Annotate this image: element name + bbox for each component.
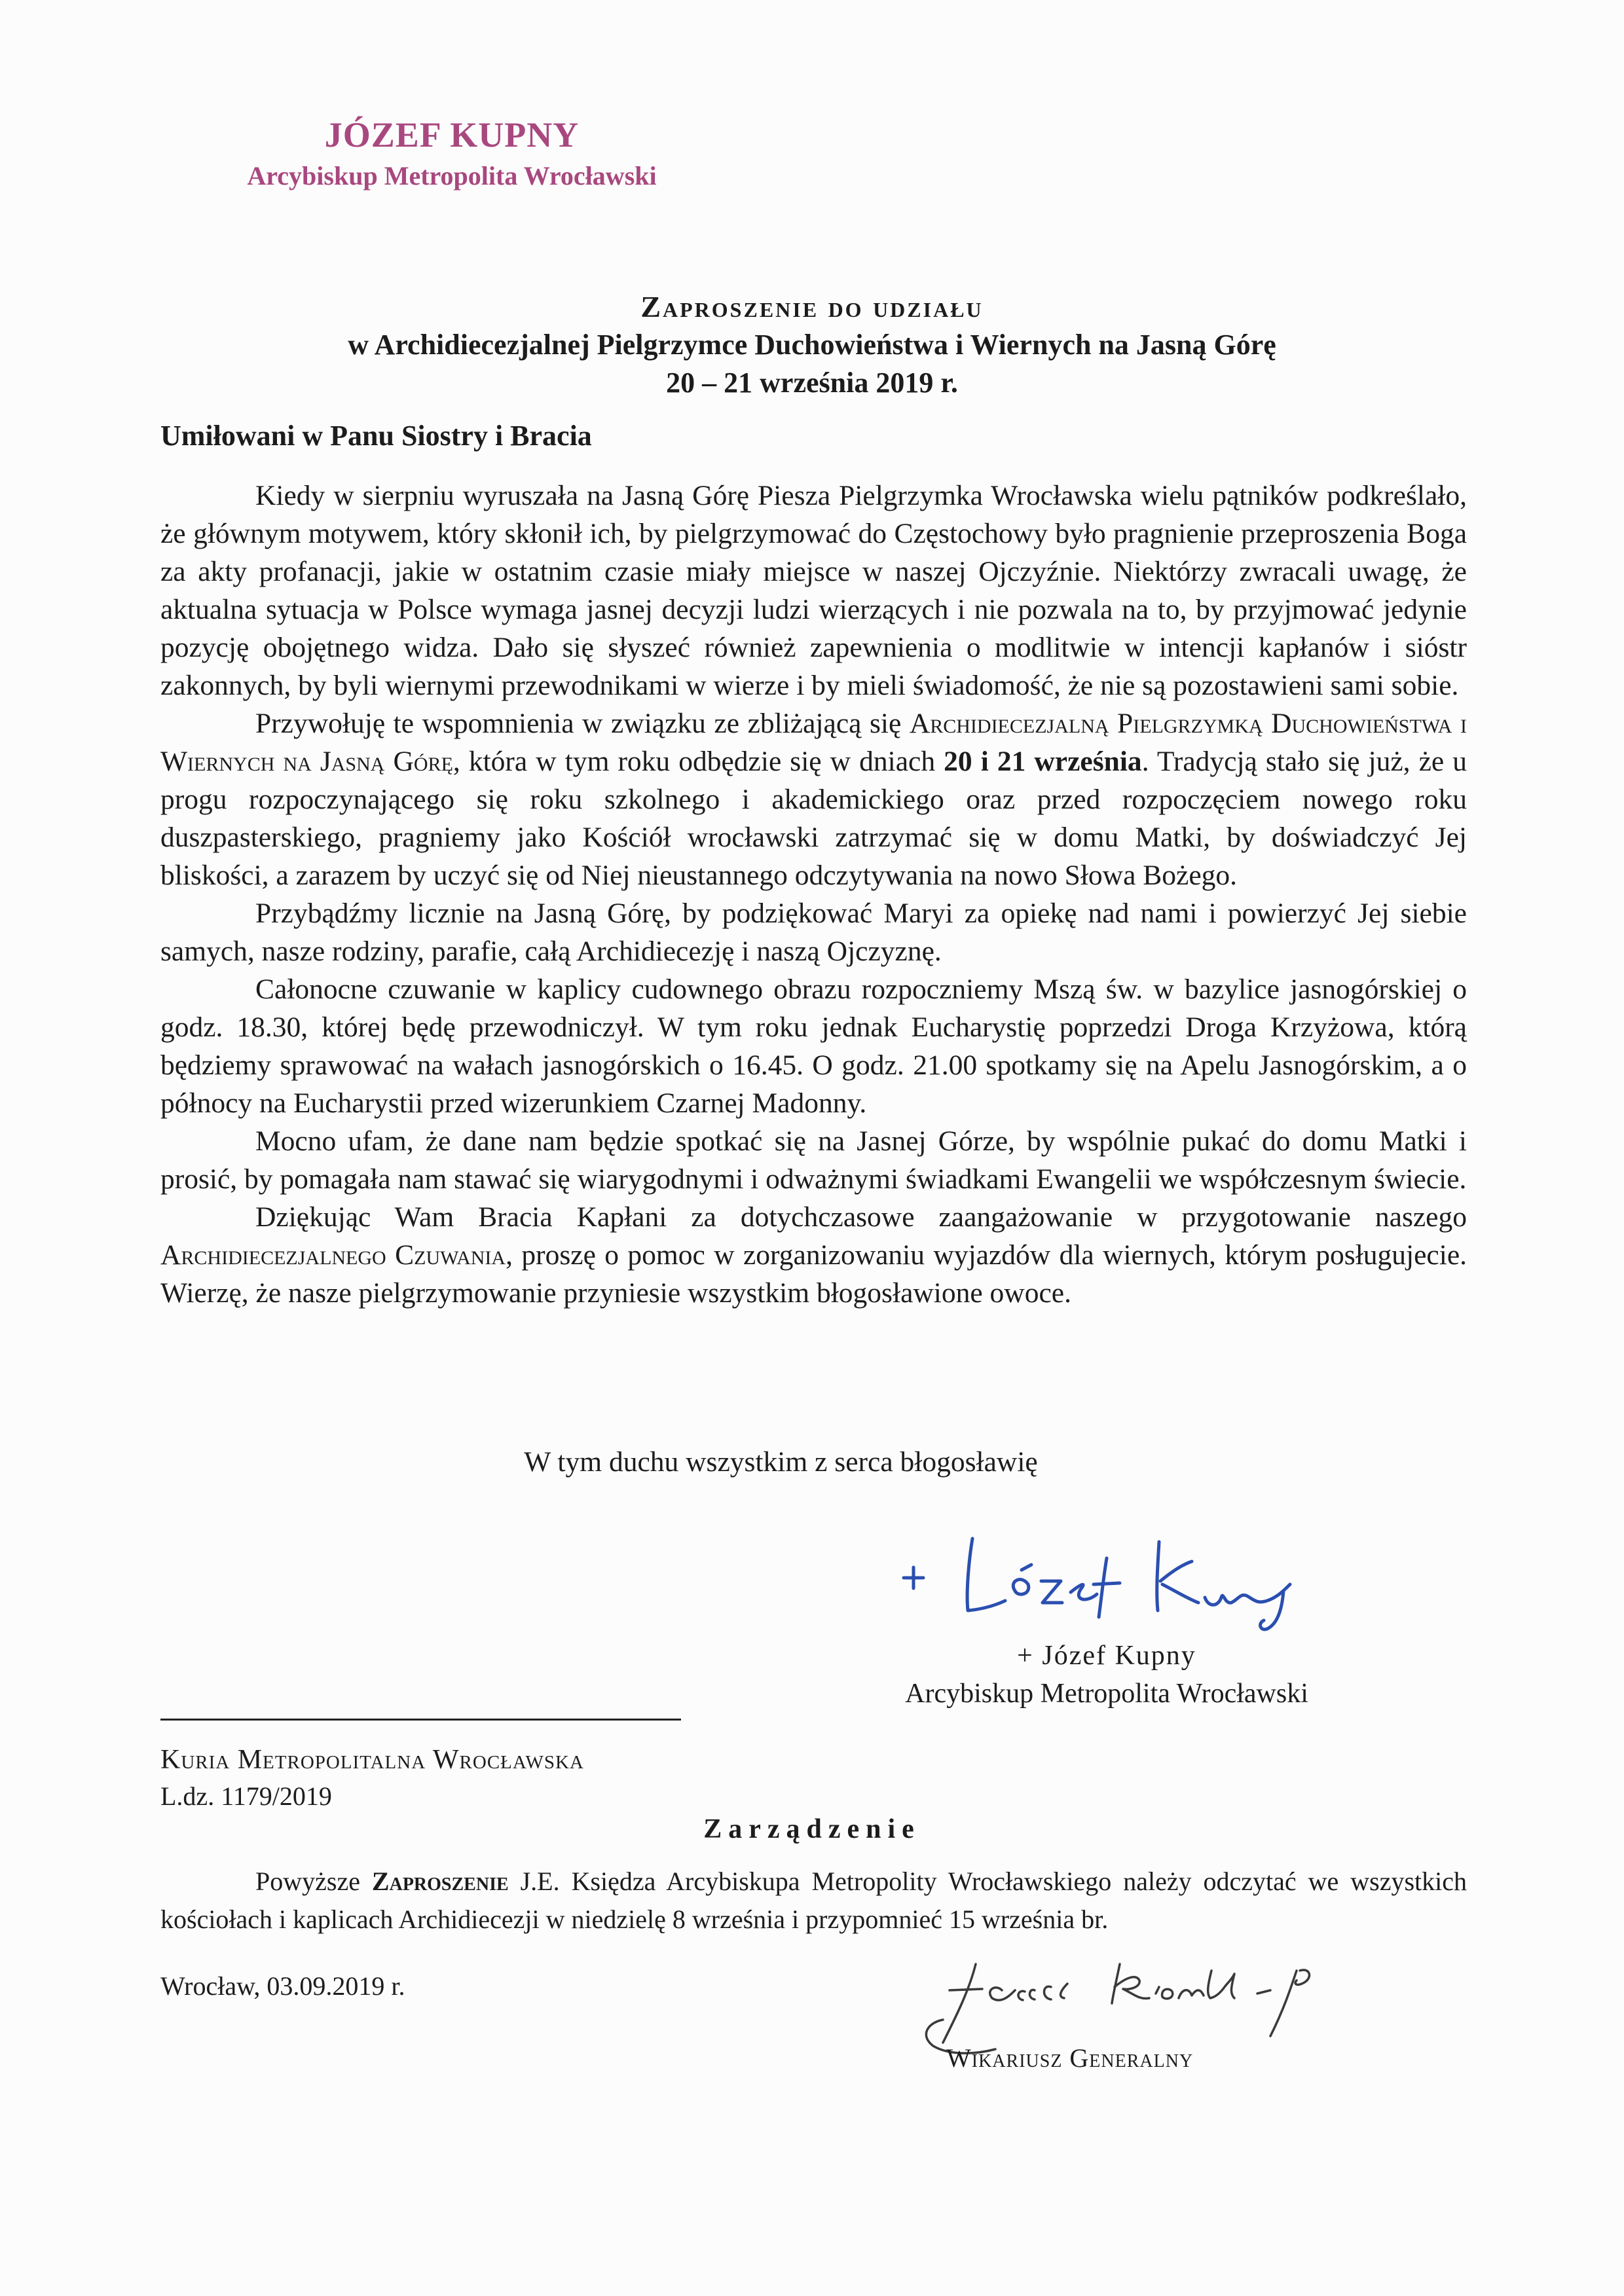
- heading-line-3: 20 – 21 września 2019 r.: [666, 367, 958, 399]
- paragraph-6-text-a: Dziękując Wam Bracia Kapłani za dotychczasowe zaangażowanie w przygotowanie naszego: [255, 1201, 1467, 1233]
- paragraph-2-text-e: . Tradycją stało się już, że u progu rozpoczynającego się roku szkolnego i akademickiego oraz przed rozpoczęciem nowego roku duszpasterskiego, pragniemy jako Kościół wrocławski zatrzymać się w domu Matki, by doświadczyć Jej bliskości, a zarazem by uczyć się od Niej nieustannego odczytywania na nowo Słowa Bożego.: [160, 746, 1467, 891]
- reference-number: L.dz. 1179/2019: [160, 1781, 332, 1811]
- heading-line-1: Zaproszenie do udziału: [640, 290, 984, 323]
- paragraph-4: Całonocne czuwanie w kaplicy cudownego obrazu rozpoczniemy Mszą św. w bazylice jasnogórskiej o godz. 18.30, której będę przewodniczył. W tym roku jednak Eucharystię poprzedzi Droga Krzyżowa, którą będziemy sprawować na wałach jasnogórskich o 16.45. O godz. 21.00 spotkamy się na Apelu Jasnogórskim, a o północy na Eucharystii przed wizerunkiem Czarnej Madonny.: [160, 974, 1467, 1119]
- document-heading: [157, 288, 1467, 402]
- signer-name: + Józef Kupny: [1017, 1641, 1196, 1671]
- letterhead-title: Arcybiskup Metropolita Wrocławski: [247, 161, 657, 191]
- letterhead-name: JÓZEF KUPNY: [324, 115, 580, 155]
- vicar-general-title: Wikariusz Generalny: [946, 2043, 1194, 2073]
- heading-line-2: w Archidiecezjalnej Pielgrzymce Duchowieństwa i Wiernych na Jasną Górę: [348, 329, 1276, 361]
- decree-invitation-word: Zaproszenie: [371, 1867, 509, 1896]
- pilgrimage-name: Archidiecezjalną Pielgrzymką Duchowieństwa i Wiernych na Jasną Górę: [160, 708, 1467, 777]
- place-and-date: Wrocław, 03.09.2019 r.: [160, 1971, 405, 2001]
- curia-block: [160, 1741, 584, 1815]
- paragraph-6-text-c: , proszę o pomoc w zorganizowaniu wyjazdów dla wiernych, którym posługujecie. Wierzę, że nasze pielgrzymowanie przyniesie wszystkim błogosławione owoce.: [160, 1239, 1467, 1309]
- paragraph-2-text-a: Przywołuję te wspomnienia w związku ze zbliżającą się: [255, 708, 910, 739]
- pilgrimage-dates: 20 i 21 września: [944, 746, 1142, 777]
- signature-block: [871, 1637, 1342, 1713]
- paragraph-2: [160, 704, 1467, 894]
- letterhead: [164, 115, 740, 191]
- vigil-name: Archidiecezjalnego Czuwania: [160, 1239, 506, 1271]
- decree-paragraph: [160, 1863, 1467, 1939]
- paragraph-5: Mocno ufam, że dane nam będzie spotkać się na Jasnej Górze, by wspólnie pukać do domu Matki i prosić, by pomagała nam stawać się wiarygodnymi i odważnymi świadkami Ewangelii we współczesnym świecie.: [160, 1125, 1467, 1195]
- decree-text-a: Powyższe: [255, 1867, 372, 1896]
- signer-title: Arcybiskup Metropolita Wrocławski: [905, 1679, 1308, 1709]
- separator-line: [160, 1719, 681, 1721]
- letter-body: [160, 477, 1467, 1312]
- decree-text-c: J.E. Księdza Arcybiskupa Metropolity Wrocławskiego należy odczytać we wszystkich kościołach i kaplicach Archidiecezji w niedzielę 8 września i przypomnieć 15 września br.: [160, 1867, 1467, 1934]
- decree-body: [160, 1863, 1467, 1939]
- decree-title: Zarządzenie: [703, 1814, 921, 1844]
- paragraph-2-text-c: , która w tym roku odbędzie się w dniach: [452, 746, 944, 777]
- paragraph-6: [160, 1198, 1467, 1312]
- archbishop-handwritten-signature: [891, 1519, 1323, 1637]
- curia-name: Kuria Metropolitalna Wrocławska: [160, 1745, 584, 1775]
- paragraph-3: Przybądźmy licznie na Jasną Górę, by podziękować Maryi za opiekę nad nami i powierzyć Jej siebie samych, nasze rodziny, parafie, całą Archidiecezję i naszą Ojczyznę.: [160, 898, 1467, 967]
- paragraph-1: Kiedy w sierpniu wyruszała na Jasną Górę Piesza Pielgrzymka Wrocławska wielu pątników podkreślało, że głównym motywem, który skłonił ich, by pielgrzymować do Częstochowy było pragnienie przeproszenia Boga za akty profanacji, jakie w ostatnim czasie miały miejsce w naszej Ojczyźnie. Niektórzy zwracali uwagę, że aktualna sytuacja w Polsce wymaga jasnej decyzji ludzi wierzących i nie pozwala na to, by przyjmować jedynie pozycję obojętnego widza. Dało się słyszeć również zapewnienia o modlitwie w intencji kapłanów i sióstr zakonnych, by byli wiernymi przewodnikami w wierze i by mieli świadomość, że nie są pozostawieni sami sobie.: [160, 480, 1467, 701]
- salutation: Umiłowani w Panu Siostry i Bracia: [160, 420, 592, 452]
- closing-blessing: W tym duchu wszystkim z serca błogosławię: [524, 1446, 1038, 1478]
